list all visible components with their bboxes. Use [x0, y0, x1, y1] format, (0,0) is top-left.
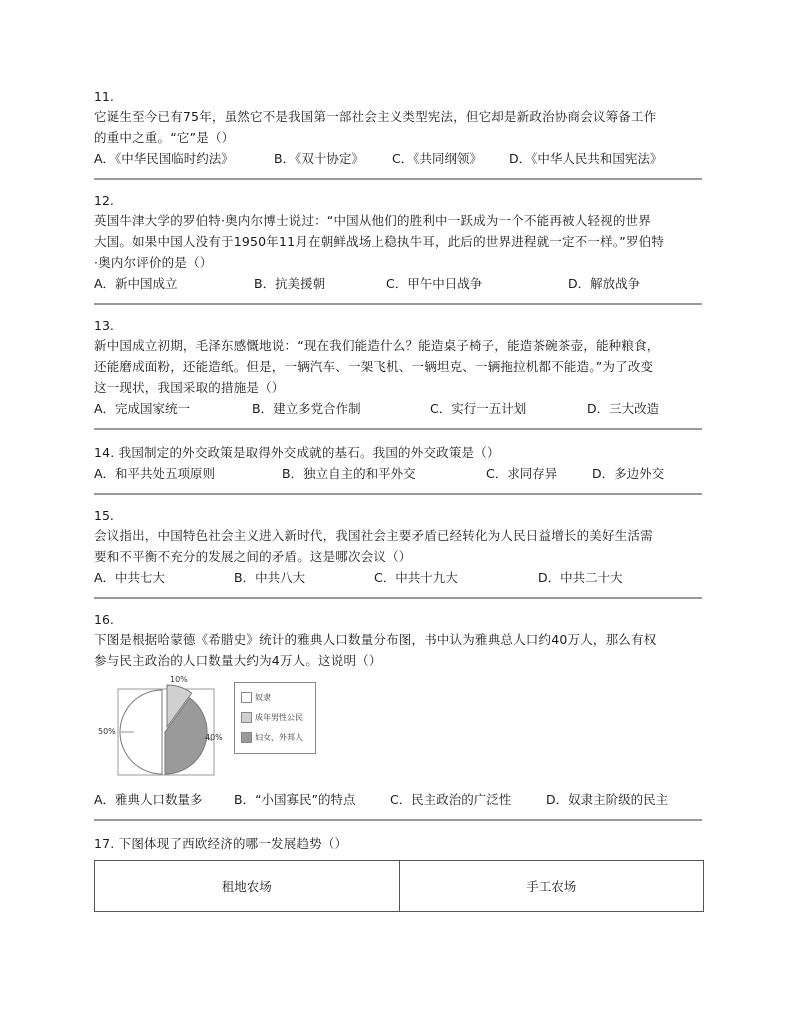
option-d[interactable]: D．奴隶主阶级的民主 [546, 792, 669, 807]
question-number: 12. [94, 193, 114, 208]
pie-label-10: 10% [170, 675, 188, 684]
worksheet [94, 88, 702, 932]
question-number: 13. [94, 318, 114, 333]
option-a[interactable]: A．完成国家统一 [94, 401, 191, 416]
table-cell: 手工农场 [399, 861, 704, 912]
options-row [94, 148, 702, 170]
question-stem-line: 英国牛津大学的罗伯特·奥内尔博士说过：“中国从他们的胜利中一跃成为一个不能再被人轻视的世界 [94, 213, 651, 228]
options-row [94, 789, 702, 811]
legend-label: 成年男性公民 [255, 713, 303, 722]
option-b[interactable]: B．抗美援朝 [254, 276, 326, 291]
table-row [95, 861, 704, 912]
option-c[interactable]: C．实行一五计划 [430, 401, 527, 416]
option-c[interactable]: C．求同存异 [486, 466, 558, 481]
question-stem-line: 这一现状，我国采取的措施是（） [94, 380, 285, 395]
option-a[interactable]: A．和平共处五项原则 [94, 466, 216, 481]
legend-item-women-foreigners [241, 732, 303, 744]
question-stem-line: 还能磨成面粉，还能造纸。但是，一辆汽车、一架飞机、一辆坦克、一辆拖拉机都不能造。”为了改变 [94, 359, 654, 374]
options-row [94, 273, 702, 295]
option-c[interactable]: C．民主政治的广泛性 [390, 792, 512, 807]
option-b[interactable]: B．中共八大 [234, 570, 306, 585]
farm-table [94, 860, 704, 912]
option-a[interactable]: A．《中华民国临时约法》 [94, 151, 234, 166]
question-14 [94, 442, 702, 495]
question-stem-line: ·奥内尔评价的是（） [94, 255, 213, 270]
question-stem-line: 参与民主政治的人口数量大约为4万人。这说明（） [94, 653, 382, 668]
options-row [94, 567, 702, 589]
question-16 [94, 611, 702, 821]
question-stem-line: 新中国成立初期，毛泽东感慨地说：“现在我们能造什么？能造桌子椅子，能造茶碗茶壶，能种粮食， [94, 338, 660, 353]
option-d[interactable]: D．多边外交 [592, 466, 665, 481]
options-row [94, 398, 702, 420]
option-b[interactable]: B．《双十协定》 [274, 151, 364, 166]
legend-item-citizens [241, 712, 303, 724]
question-stem-line: 下图是根据哈蒙德《希腊史》统计的雅典人口数量分布图，书中认为雅典总人口约40万人，那么有权 [94, 632, 657, 647]
question-11 [94, 88, 702, 180]
legend-swatch [241, 692, 252, 703]
question-stem-line: 大国。如果中国人没有于1950年11月在朝鲜战场上稳执牛耳，此后的世界进程就一定不一样。”罗伯特 [94, 234, 665, 249]
pie-legend [234, 682, 316, 754]
question-13 [94, 317, 702, 430]
question-stem-line: 14. 我国制定的外交政策是取得外交成就的基石。我国的外交政策是（） [94, 445, 500, 460]
option-b[interactable]: B．独立自主的和平外交 [282, 466, 416, 481]
table-cell: 租地农场 [95, 861, 400, 912]
option-d[interactable]: D．解放战争 [568, 276, 641, 291]
option-d[interactable]: D．中共二十大 [538, 570, 623, 585]
option-b[interactable]: B．“小国寡民”的特点 [234, 792, 356, 807]
question-stem-line: 会议指出，中国特色社会主义进入新时代，我国社会主要矛盾已经转化为人民日益增长的美好生活需 [94, 528, 653, 543]
question-stem-line: 17. 下图体现了西欧经济的哪一发展趋势（） [94, 836, 348, 851]
question-12 [94, 192, 702, 305]
question-17 [94, 833, 702, 920]
option-a[interactable]: A．中共七大 [94, 570, 166, 585]
legend-swatch [241, 712, 252, 723]
question-number: 16. [94, 612, 114, 627]
options-row [94, 463, 702, 485]
question-15 [94, 507, 702, 599]
question-number: 15. [94, 508, 114, 523]
option-d[interactable]: D．三大改造 [587, 401, 660, 416]
question-number: 11. [94, 89, 114, 104]
legend-item-slaves [241, 692, 271, 704]
legend-label: 奴隶 [255, 693, 271, 702]
option-a[interactable]: A．雅典人口数量多 [94, 792, 203, 807]
pie-label-40: 40% [205, 733, 223, 742]
option-c[interactable]: C．《共同纲领》 [392, 151, 482, 166]
question-stem-line: 它诞生至今已有75年，虽然它不是我国第一部社会主义类型宪法，但它却是新政治协商会议筹备工作 [94, 109, 657, 124]
option-a[interactable]: A．新中国成立 [94, 276, 178, 291]
option-b[interactable]: B．建立多党合作制 [252, 401, 361, 416]
option-c[interactable]: C．甲午中日战争 [386, 276, 483, 291]
question-stem-line: 要和不平衡不充分的发展之间的矛盾。这是哪次会议（） [94, 549, 412, 564]
option-c[interactable]: C．中共十九大 [374, 570, 458, 585]
question-stem-line: 的重中之重。“它”是（） [94, 130, 235, 145]
population-pie-figure [94, 671, 702, 789]
legend-swatch [241, 732, 252, 743]
legend-label: 妇女、外邦人 [255, 733, 303, 742]
pie-label-50: 50% [98, 727, 116, 736]
option-d[interactable]: D．《中华人民共和国宪法》 [509, 151, 663, 166]
